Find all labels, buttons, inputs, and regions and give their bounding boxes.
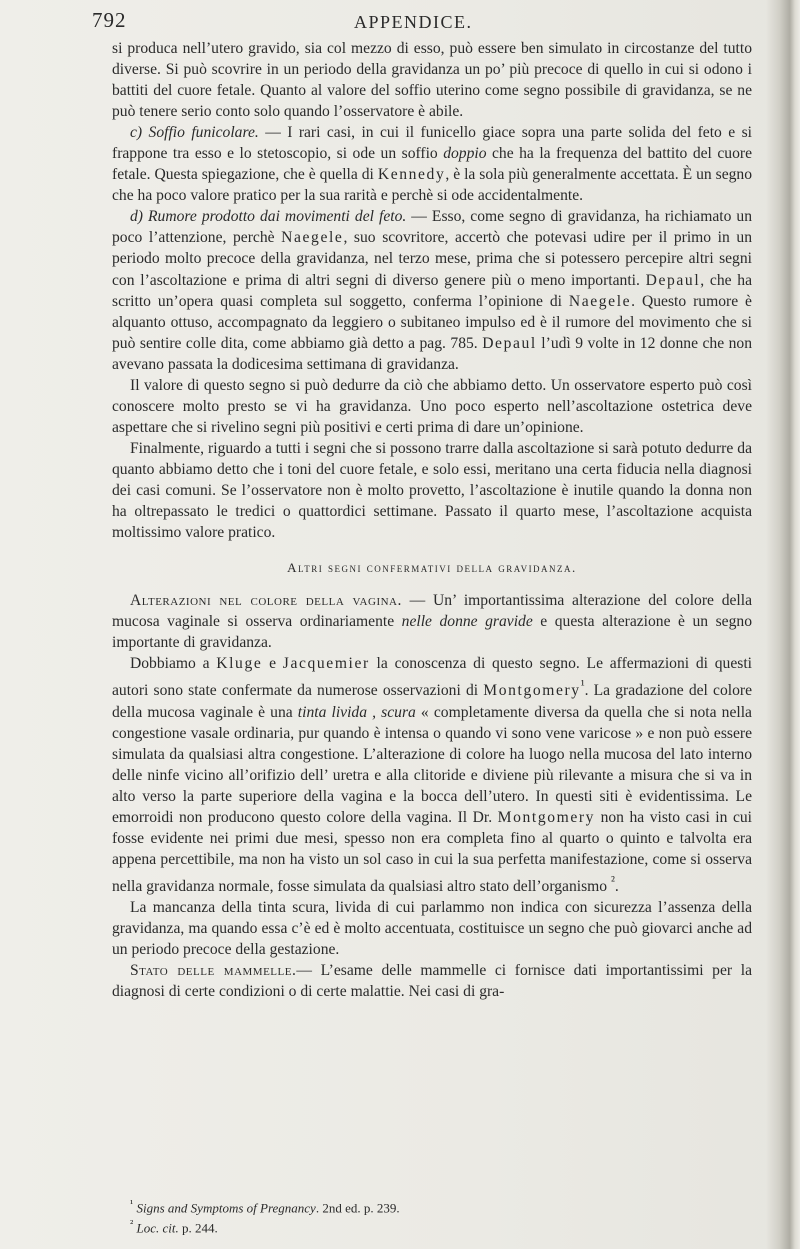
emphasis: nelle donne gravide [401,613,533,631]
page-header [92,8,752,38]
emphasis: tinta livida , scura [297,703,416,721]
emphasis: doppio [443,145,487,163]
text-run: . [614,878,619,896]
author-name: Naegele [281,229,344,247]
paragraph-8-text: La mancanza della tinta scura, livida di cui parlammo non indica con sicurezza l’assenza della gravidanza, ma quando essa c’è ed è molto accentuata, costituisce un segno che può giovarci anche ad un periodo precoce della gestazione. [112,899,752,959]
body-text [112,38,752,1002]
text-run: — Un’ importantissima alterazione del colore della mucosa vaginale si osserva ordinariamente [112,592,752,631]
text-run: l’udì 9 volte in 12 donne che non avevano passata la dodicesima settimana di gravidanza. [112,334,752,373]
paragraph-soffio-funicolare [112,122,752,206]
text-run: , che ha scritto un’opera quasi completa sul soggetto, conferma l’opinione di [112,271,752,310]
paragraph-4-text: Il valore di questo segno si può dedurre da ciò che abbiamo detto. Un osservatore esperto può così conoscere molto presto se vi ha gravidanza. Uno poco esperto nell’ascoltazione ostetrica deve aspettare che si rivelino segni più positivi e certi prima di dare un’opinione. [112,376,752,436]
citation-details: . 2nd ed. p. 239. [315,1200,400,1216]
citation-title: Signs and Symptoms of Pregnancy [136,1200,316,1216]
text-run: , è la sola più generalmente accettata. È un segno che ha poco valore pratico per la sua rarità e perchè si ode accidentalmente. [112,166,752,205]
paragraph-stato-mammelle [112,960,752,1002]
text-run: non ha visto casi in cui fosse evidente nei primi due mesi, spesso non era completa fino al quarto o quinto e talvolta era appena percettibile, ma non ha visto un sol caso in cui la sua perfetta manifestazione, come si osserva nella gravidanza normale, fosse simulata da qualsiasi altro stato dell’organismo [112,808,753,896]
page-number: 792 [92,8,127,32]
paragraph-1-text: si produca nell’utero gravido, sia col mezzo di esso, può essere ben simulato in circostanze del tutto diverse. Si può scovrire in un periodo della gravidanza un po’ più precoce di quello in cui si odono i battiti del cuore fetale. Quanto al valore del soffio uterino come segno possibile di gravidanza, se ne può tenere serio conto solo quando l’osservatore è abile. [112,40,752,121]
footnote-ref: ² [611,872,615,888]
running-title: APPENDICE. [354,12,473,32]
text-run: — I rari casi, in cui il funicello giace sopra una parte solida del feto e si frappone tra esso e lo stetoscopio, si ode un soffio [112,124,752,163]
text-run: — L’esame delle mammelle ci fornisce dati importantissimi per la diagnosi di certe condizioni o di certe malattie. Nei casi di gra- [112,962,752,1001]
footnote-1 [130,1196,750,1216]
page-edge-shadow [766,0,800,1249]
paragraph-7 [112,653,752,897]
paragraph-label: Alterazioni nel colore della vagina. [130,592,402,610]
text-run: , suo scovritore, accertò che potevasi udire per il primo in un periodo molto precoce della gravidanza, nel terzo mese, prima che si potessero percepire altri segni con l’ascoltazione e prima di altri segni di diverso genere più o meno importanti. [112,229,752,289]
author-name: Depaul [482,334,537,352]
text-run: Dobbiamo a [130,655,217,673]
text-run: la conoscenza di questo segno. Le affermazioni di questi autori sono state confermate da numerose osservazioni di [112,655,752,700]
citation-details: p. 244. [178,1220,218,1236]
text-run: . Questo rumore è alquanto ottuso, accompagnato da leggiero o subitaneo impulso ed è il rumore del movimento che si può sentire colle dita, come abbiamo già detto a pag. 785. [112,292,752,352]
footnote-ref: ¹ [580,677,585,693]
author-name: Montgomery [483,682,581,700]
text-run: e questa alterazione è un segno importante di gravidanza. [112,613,752,652]
text-run: e [262,655,283,673]
text-run: — Esso, come segno di gravidanza, ha richiamato un poco l’attenzione, perchè [112,208,752,247]
paragraph-label: d) Rumore prodotto dai movimenti del feto. [130,208,407,226]
paragraph-label: Stato delle mammelle. [130,962,297,980]
text-run: che ha la frequenza del battito del cuore fetale. Questa spiegazione, che è quella di [112,145,752,184]
paragraph-4 [112,375,752,438]
text-run: . La gradazione del colore della mucosa vaginale è una [112,682,752,721]
paragraph-5 [112,438,752,543]
citation-title: Loc. cit. [136,1220,179,1236]
author-name: Depaul [645,271,701,289]
paragraph-alterazioni-vagina [112,590,752,653]
footnotes [130,1196,750,1237]
author-name: Jacquemier [282,655,370,673]
paragraph-1 [112,38,752,122]
section-heading: Altri segni confermativi della gravidanza. [287,560,577,576]
author-name: Naegele [568,292,632,310]
author-name: Kennedy [377,166,446,184]
footnote-mark: ² [130,1218,134,1231]
footnote-2 [130,1216,750,1236]
text-run: « completamente diversa da quella che si nota nella congestione vasale ordinaria, pur quando è intensa o quando vi sono vene varicose » e non può essere simulata da qualsiasi altra congestione. L’alterazione di colore ha luogo nella mucosa del lato interno delle ninfe vicino all’orifizio dell’ uretra e alla clitoride e diviene più rilevante a misura che si va in alto verso la parte superiore della vagina e la bocca dell’utero. In questi siti è evidentissima. Le emorroidi non producono questo colore della vagina. Il Dr. [112,703,752,826]
paragraph-label: c) Soffio funicolare. [130,124,259,142]
paragraph-rumore-movimenti [112,206,752,374]
paragraph-5-text: Finalmente, riguardo a tutti i segni che si possono trarre dalla ascoltazione si sarà potuto dedurre da quanto abbiamo detto che i toni del cuore fetale, e solo essi, meritano una certa fiducia nella diagnosi dei casi comuni. Se l’osservatore non è molto provetto, l’ascoltazione è inutile quando la donna non ha oltrepassato le tredici o quattordici settimane. Passato il quarto mese, l’ascoltazione acquista moltissimo valore pratico. [112,439,752,542]
author-name: Kluge [216,655,263,673]
paragraph-8 [112,897,752,960]
author-name: Montgomery [497,808,596,826]
footnote-mark: ¹ [130,1198,134,1210]
